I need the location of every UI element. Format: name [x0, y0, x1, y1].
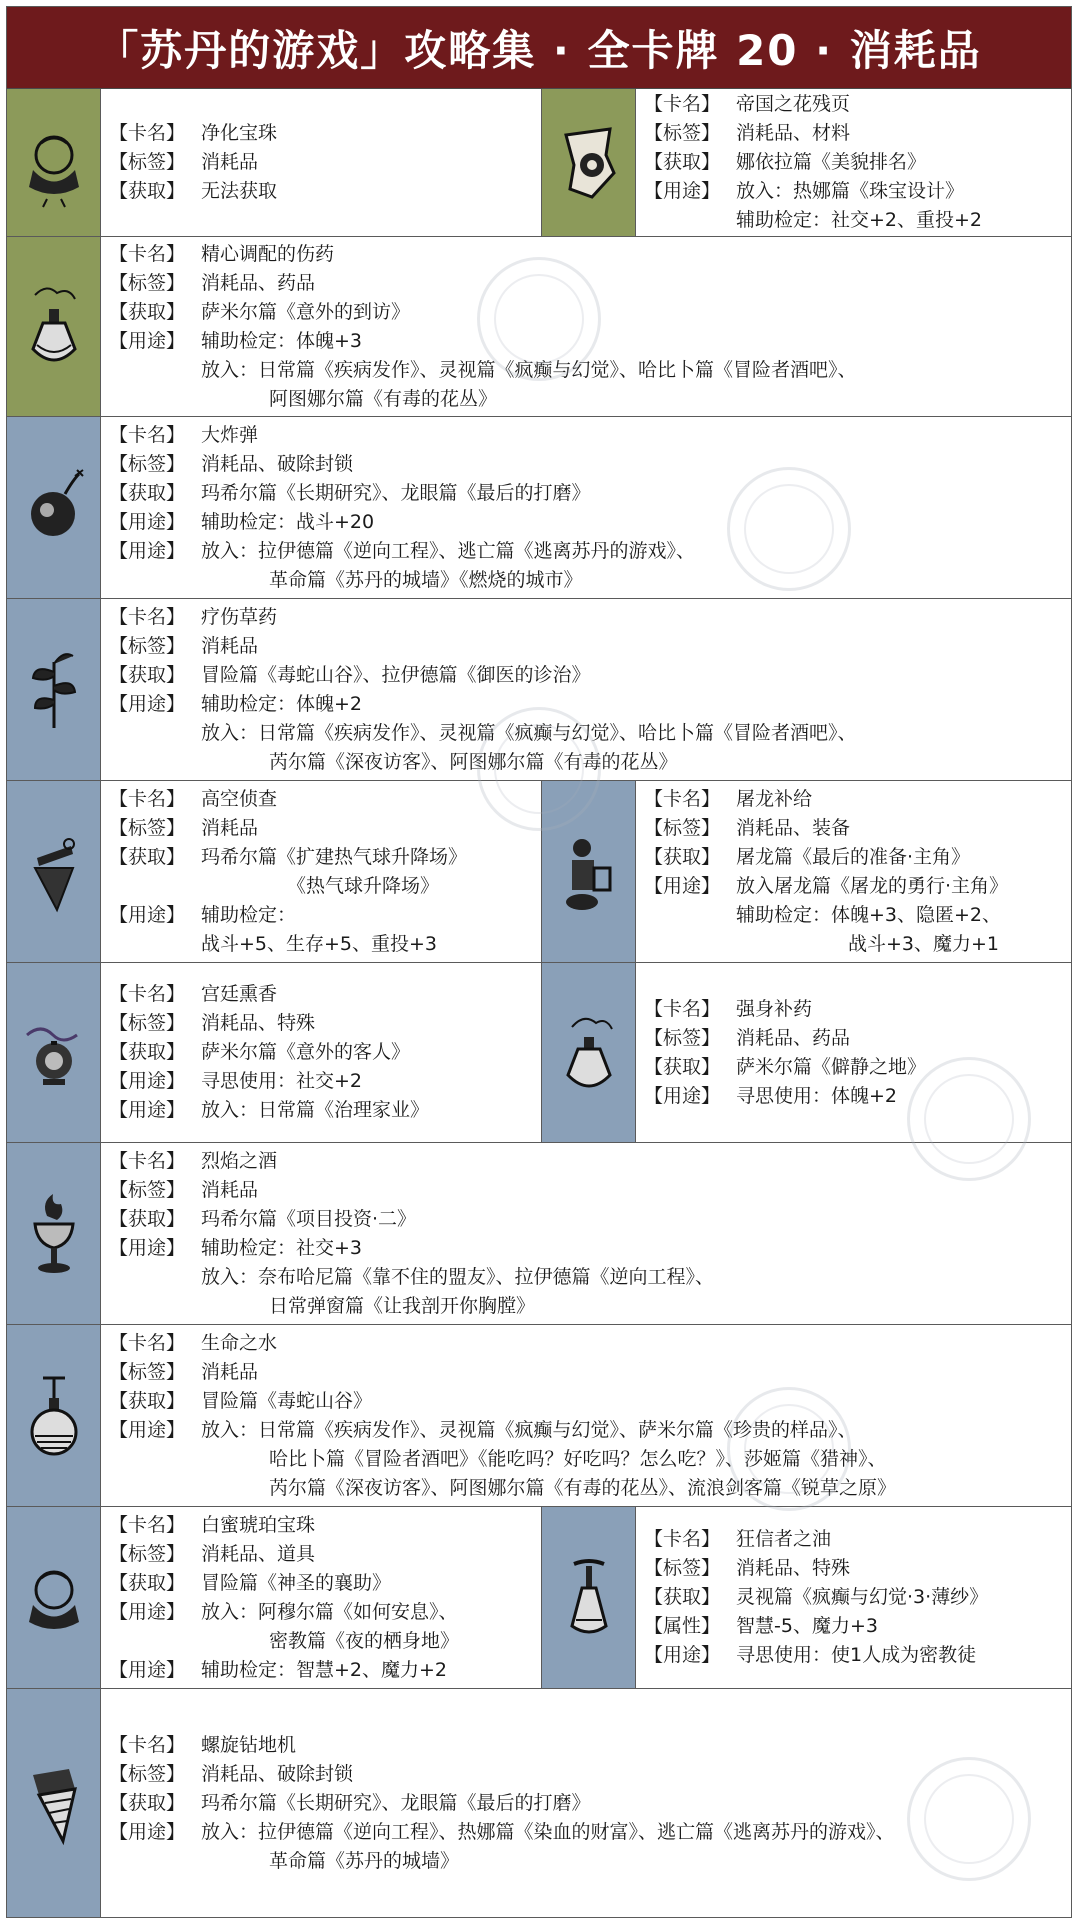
label-tag: 【标签】	[644, 122, 721, 144]
label-use: 【用途】	[109, 1099, 186, 1121]
card-name: 高空侦查	[201, 787, 278, 810]
card-get: 冒险篇《毒蛇山谷》、拉伊德篇《御医的诊治》	[201, 663, 591, 686]
card-row	[7, 599, 1071, 781]
label-use: 【用途】	[644, 1644, 721, 1666]
card-row	[7, 1143, 1071, 1325]
card-info	[109, 963, 537, 1142]
round-flask-icon	[7, 1325, 101, 1506]
card-name: 帝国之花残页	[736, 93, 851, 115]
card-info	[109, 237, 1067, 416]
card-info	[109, 1143, 1067, 1324]
card-use: 寻思使用：使1人成为密教徒	[736, 1644, 977, 1666]
card-use: 放入：拉伊德篇《逆向工程》、热娜篇《染血的财富》、逃亡篇《逃离苏丹的游戏》、	[201, 1820, 895, 1843]
card-use-cont: 辅助检定：社交+2、重投+2	[736, 209, 983, 231]
label-name: 【卡名】	[109, 1513, 186, 1536]
orb-cloth-icon	[7, 89, 101, 236]
incense-burner-icon	[7, 963, 101, 1142]
card-row	[7, 417, 1071, 599]
card-use: 放入屠龙篇《屠龙的勇行·主角》	[736, 874, 1009, 897]
card-info	[109, 599, 1067, 780]
card-tulong-buji	[541, 781, 1073, 962]
card-use: 辅助检定：	[201, 903, 297, 926]
label-tag: 【标签】	[109, 816, 186, 839]
card-tag: 消耗品、药品	[736, 1026, 851, 1049]
label-name: 【卡名】	[109, 423, 186, 446]
card-name: 螺旋钻地机	[201, 1733, 297, 1756]
card-get: 萨米尔篇《意外的客人》	[201, 1041, 411, 1063]
label-use: 【用途】	[109, 1418, 186, 1441]
card-lieyan-zhijiu	[7, 1143, 1071, 1324]
label-use: 【用途】	[644, 874, 721, 897]
label-use: 【用途】	[109, 1658, 186, 1681]
card-info	[109, 1689, 1067, 1917]
supplies-icon	[542, 781, 636, 962]
card-kuangxinzhe-zhiyou	[541, 1507, 1073, 1688]
card-info	[644, 963, 1069, 1142]
torn-page-icon	[542, 89, 636, 236]
card-info	[644, 1507, 1069, 1688]
card-get: 玛希尔篇《长期研究》、龙眼篇《最后的打磨》	[201, 481, 591, 504]
card-use: 寻思使用：社交+2	[201, 1070, 363, 1092]
card-get: 冒险篇《毒蛇山谷》	[201, 1389, 373, 1412]
label-tag: 【标签】	[109, 271, 186, 294]
card-use-cont: 哈比卜篇《冒险者酒吧》《能吃吗？好吃吗？怎么吃？》、莎姬篇《猎神》、	[269, 1447, 887, 1470]
card-tag: 消耗品、特殊	[736, 1557, 851, 1579]
amber-orb-icon	[7, 1507, 101, 1688]
label-tag: 【标签】	[109, 1762, 186, 1785]
card-info	[644, 89, 1069, 236]
label-tag: 【标签】	[109, 634, 186, 657]
card-get-cont: 《热气球升降场》	[287, 874, 440, 897]
card-tag: 消耗品、特殊	[201, 1012, 316, 1034]
card-luoxuan-zuandiji	[7, 1689, 1071, 1917]
label-tag: 【标签】	[109, 452, 186, 475]
label-name: 【卡名】	[644, 997, 721, 1020]
label-use: 【用途】	[109, 510, 186, 533]
label-tag: 【标签】	[109, 151, 186, 173]
label-name: 【卡名】	[109, 605, 186, 628]
card-get: 玛希尔篇《长期研究》、龙眼篇《最后的打磨》	[201, 1791, 591, 1814]
card-row	[7, 1325, 1071, 1507]
card-tag: 消耗品	[201, 1178, 259, 1201]
label-get: 【获取】	[109, 180, 186, 202]
label-get: 【获取】	[109, 1571, 186, 1594]
label-name: 【卡名】	[644, 787, 721, 810]
label-use: 【用途】	[109, 1236, 186, 1259]
card-qiangshen-buyao	[541, 963, 1073, 1142]
card-gaokong-zhencha	[7, 781, 541, 962]
label-get: 【获取】	[109, 300, 186, 323]
card-name: 屠龙补给	[736, 787, 813, 810]
card-tag: 消耗品	[201, 151, 259, 173]
card-name: 强身补药	[736, 997, 813, 1020]
card-name: 精心调配的伤药	[201, 242, 335, 265]
flame-goblet-icon	[7, 1143, 101, 1324]
card-name: 烈焰之酒	[201, 1149, 278, 1172]
card-row	[7, 781, 1071, 963]
tonic-bottle-icon	[542, 963, 636, 1142]
card-get: 玛希尔篇《扩建热气球升降场》	[201, 845, 468, 868]
label-get: 【获取】	[644, 845, 721, 868]
label-get: 【获取】	[644, 1055, 721, 1078]
label-tag: 【标签】	[109, 1360, 186, 1383]
oil-vial-icon	[542, 1507, 636, 1688]
card-tag: 消耗品	[201, 1360, 259, 1383]
card-info	[109, 1325, 1067, 1506]
card-use: 寻思使用：体魄+2	[736, 1084, 898, 1107]
card-use-cont: 辅助检定：体魄+3、隐匿+2、	[736, 903, 1002, 926]
label-use: 【用途】	[644, 1084, 721, 1107]
card-name: 大炸弹	[201, 423, 259, 446]
card-use-cont: 阿图娜尔篇《有毒的花丛》	[269, 387, 498, 410]
card-jingxin-shangyao	[7, 237, 1071, 416]
card-tag: 消耗品、材料	[736, 122, 851, 144]
card-row	[7, 963, 1071, 1143]
label-tag: 【标签】	[109, 1178, 186, 1201]
label-get: 【获取】	[109, 845, 186, 868]
card-get: 娜依拉篇《美貌排名》	[736, 151, 927, 173]
card-get: 萨米尔篇《僻静之地》	[736, 1055, 927, 1078]
card-info	[109, 781, 537, 962]
card-diguo-zhihua-canye	[541, 89, 1073, 236]
card-attr: 智慧-5、魔力+3	[736, 1615, 878, 1637]
card-use-cont: 革命篇《苏丹的城墙》《燃烧的城市》	[269, 568, 583, 591]
card-use-cont: 芮尔篇《深夜访客》、阿图娜尔篇《有毒的花丛》、流浪剑客篇《锐草之原》	[269, 1476, 897, 1499]
drill-icon	[7, 1689, 101, 1917]
card-tag: 消耗品、破除封锁	[201, 1762, 354, 1785]
potion-bottle-icon	[7, 237, 101, 416]
card-name: 狂信者之油	[736, 1528, 832, 1550]
label-name: 【卡名】	[109, 983, 186, 1005]
label-get: 【获取】	[644, 1586, 721, 1608]
card-get: 玛希尔篇《项目投资·二》	[201, 1207, 417, 1230]
label-tag: 【标签】	[109, 1542, 186, 1565]
label-use: 【用途】	[109, 1070, 186, 1092]
card-use-cont: 日常弹窗篇《让我剖开你胸膛》	[269, 1294, 536, 1317]
label-name: 【卡名】	[109, 1733, 186, 1756]
card-row	[7, 1689, 1071, 1917]
card-jinghua-baozhu	[7, 89, 541, 236]
label-get: 【获取】	[109, 1791, 186, 1814]
card-info	[109, 89, 537, 236]
card-gongting-xunxiang	[7, 963, 541, 1142]
telescope-icon	[7, 781, 101, 962]
label-attr: 【属性】	[644, 1615, 721, 1637]
card-get: 屠龙篇《最后的准备·主角》	[736, 845, 971, 868]
label-name: 【卡名】	[109, 1149, 186, 1172]
card-tag: 消耗品、破除封锁	[201, 452, 354, 475]
label-get: 【获取】	[109, 481, 186, 504]
label-get: 【获取】	[109, 663, 186, 686]
card-use: 放入：阿穆尔篇《如何安息》、	[201, 1600, 458, 1623]
card-use: 辅助检定：体魄+3	[201, 329, 363, 352]
card-use: 放入：拉伊德篇《逆向工程》、逃亡篇《逃离苏丹的游戏》、	[201, 539, 696, 562]
label-name: 【卡名】	[109, 1331, 186, 1354]
label-get: 【获取】	[109, 1207, 186, 1230]
card-use: 辅助检定：社交+3	[201, 1236, 363, 1259]
card-info	[644, 781, 1069, 962]
card-use-cont: 战斗+3、魔力+1	[848, 932, 1000, 955]
label-get: 【获取】	[109, 1041, 186, 1063]
card-info	[109, 417, 1067, 598]
card-get: 萨米尔篇《意外的到访》	[201, 300, 411, 323]
label-use: 【用途】	[109, 539, 186, 562]
page-title: 「苏丹的游戏」攻略集 · 全卡牌 20 · 消耗品	[7, 7, 1071, 89]
card-name: 疗伤草药	[201, 605, 278, 628]
label-name: 【卡名】	[109, 242, 186, 265]
label-name: 【卡名】	[644, 1528, 721, 1550]
card-use: 辅助检定：智慧+2、魔力+2	[201, 1658, 448, 1681]
card-info	[109, 1507, 537, 1688]
card-row	[7, 237, 1071, 417]
label-use: 【用途】	[109, 903, 186, 926]
herb-icon	[7, 599, 101, 780]
card-name: 白蜜琥珀宝珠	[201, 1513, 316, 1536]
card-name: 宫廷熏香	[201, 983, 278, 1005]
label-tag: 【标签】	[644, 1026, 721, 1049]
card-use: 辅助检定：战斗+20	[201, 510, 375, 533]
card-use-cont: 密教篇《夜的栖身地》	[269, 1629, 460, 1652]
label-get: 【获取】	[644, 151, 721, 173]
label-name: 【卡名】	[109, 787, 186, 810]
card-get: 冒险篇《神圣的襄助》	[201, 1571, 392, 1594]
card-name: 净化宝珠	[201, 122, 278, 144]
card-row	[7, 1507, 1071, 1689]
label-use: 【用途】	[109, 1820, 186, 1843]
card-baimi-hupo-baozhu	[7, 1507, 541, 1688]
card-use: 放入：热娜篇《珠宝设计》	[736, 180, 965, 202]
card-row	[7, 89, 1071, 237]
card-use-cont: 放入：奈布哈尼篇《靠不住的盟友》、拉伊德篇《逆向工程》、	[201, 1265, 715, 1288]
card-use-cont: 放入：日常篇《疾病发作》、灵视篇《疯癫与幻觉》、哈比卜篇《冒险者酒吧》、	[201, 358, 857, 381]
card-use-cont: 放入：日常篇《疾病发作》、灵视篇《疯癫与幻觉》、哈比卜篇《冒险者酒吧》、	[201, 721, 857, 744]
card-tag: 消耗品	[201, 816, 259, 839]
card-tag: 消耗品	[201, 634, 259, 657]
card-name: 生命之水	[201, 1331, 278, 1354]
page	[6, 6, 1072, 1918]
card-use-cont: 芮尔篇《深夜访客》、阿图娜尔篇《有毒的花丛》	[269, 750, 678, 773]
card-tag: 消耗品、装备	[736, 816, 851, 839]
label-use: 【用途】	[109, 1600, 186, 1623]
card-use-cont: 革命篇《苏丹的城墙》	[269, 1849, 460, 1872]
card-use: 放入：日常篇《疾病发作》、灵视篇《疯癫与幻觉》、萨米尔篇《珍贵的样品》、	[201, 1418, 857, 1441]
label-get: 【获取】	[109, 1389, 186, 1412]
card-get: 灵视篇《疯癫与幻觉·3·薄纱》	[736, 1586, 989, 1608]
bomb-icon	[7, 417, 101, 598]
label-name: 【卡名】	[644, 93, 721, 115]
card-use: 辅助检定：体魄+2	[201, 692, 363, 715]
card-get: 无法获取	[201, 180, 278, 202]
label-tag: 【标签】	[644, 1557, 721, 1579]
card-use: 放入：日常篇《治理家业》	[201, 1099, 430, 1121]
label-tag: 【标签】	[109, 1012, 186, 1034]
label-use: 【用途】	[644, 180, 721, 202]
label-tag: 【标签】	[644, 816, 721, 839]
card-use-cont: 战斗+5、生存+5、重投+3	[201, 932, 438, 955]
label-use: 【用途】	[109, 329, 186, 352]
card-tag: 消耗品、药品	[201, 271, 316, 294]
card-liaoshang-caoyao	[7, 599, 1071, 780]
card-shengming-zhishui	[7, 1325, 1071, 1506]
label-use: 【用途】	[109, 692, 186, 715]
card-da-zhadan	[7, 417, 1071, 598]
card-tag: 消耗品、道具	[201, 1542, 316, 1565]
label-name: 【卡名】	[109, 122, 186, 144]
